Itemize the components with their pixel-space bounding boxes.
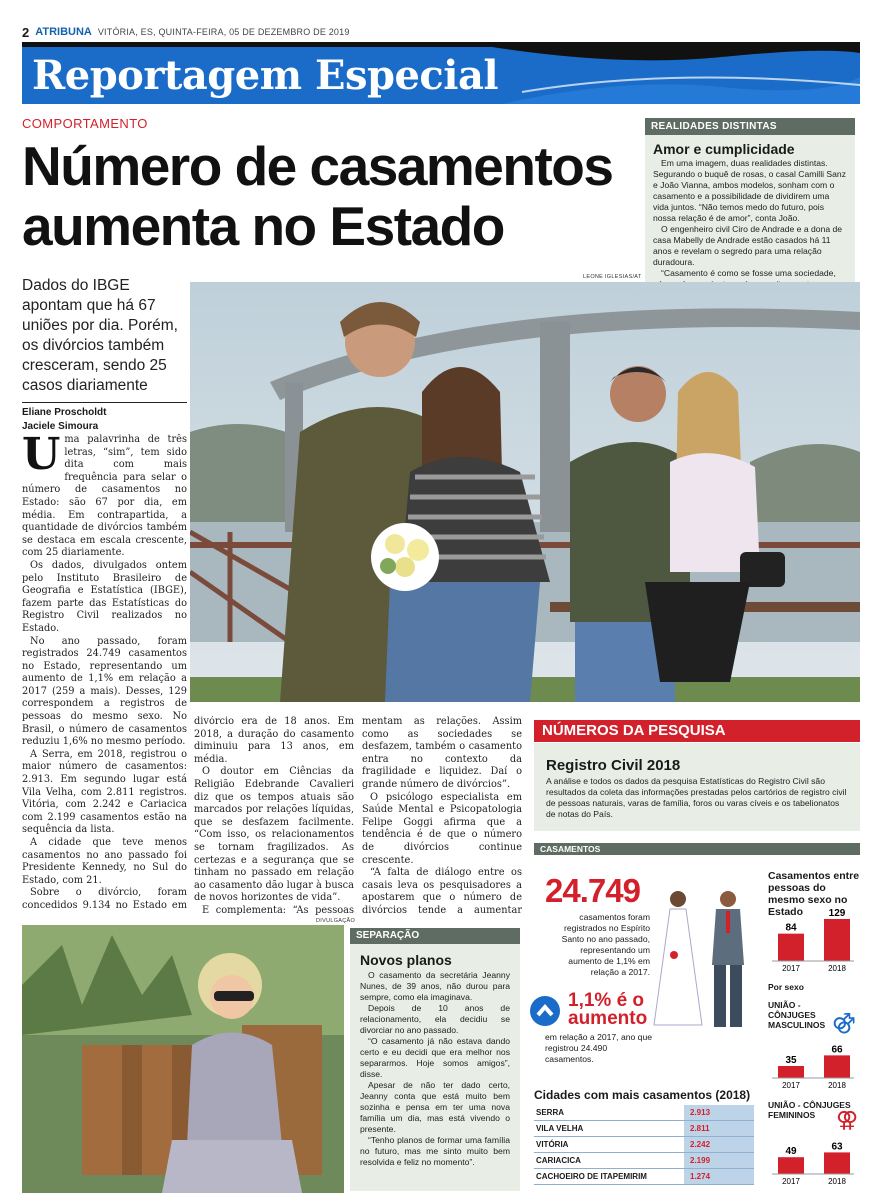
bar-2017 [778, 1157, 804, 1174]
bride-groom-illustration [648, 885, 758, 1035]
photo-credit-separacao: DIVULGAÇÃO [316, 918, 356, 924]
data-label: 84 [785, 922, 797, 934]
sidebar-title: Amor e cumplicidade [653, 141, 795, 157]
tick-label: 2017 [782, 964, 800, 973]
sidebar-body [645, 158, 855, 301]
paragraph: A cidade que teve menos casamentos no ano passado foi Presidente Kennedy, no Sul do Estado, com 21. [22, 837, 187, 886]
cities-title: Cidades com mais casamentos (2018) [534, 1088, 751, 1102]
main-photo [190, 282, 860, 702]
casamentos-head: CASAMENTOS [534, 843, 860, 855]
paragraph: E complementa: “As pessoas [202, 904, 354, 916]
separacao-title: Novos planos [360, 952, 452, 968]
paragraph: Os dados, divulgados ontem pelo Instituto Brasileiro de Geografia e Estatística (IBGE), fazem parte das Estatísticas do Registro Civil realizados no Estado. [22, 559, 187, 634]
tick-label: 2017 [782, 1177, 800, 1186]
paragraph: O doutor em Ciências da Religião Edebrande Cavalieri diz que os tempos atuais são marcados por relações líquidas, que se desfazem facilmente. “Com isso, os relacionamentos se tornam fragilizados. As certezas e a segurança que se tinham no passado em relação ao casamento dão lugar à busca de novos horizontes de vida”. [194, 766, 354, 904]
city-value: 2.913 [684, 1105, 754, 1120]
by-sex-label: Por sexo [768, 982, 804, 992]
paragraph: A Serra, em 2018, registrou o maior número de casamentos: 2.913. Em segundo lugar está Vila Velha, com 2.811 registros. Vitória, com 2.242 e Cariacica com 2.199 casamentos estão na sequência da lista. [22, 748, 187, 836]
up-arrow-icon [530, 996, 560, 1026]
data-label: 49 [785, 1146, 797, 1158]
bar-2018 [824, 1055, 850, 1078]
paragraph: Sobre o divórcio, foram concedidos 9.134 no Estado em [22, 887, 187, 910]
article-column-2 [194, 716, 354, 916]
city-name: VITÓRIA [536, 1140, 569, 1149]
tick-label: 2018 [828, 964, 846, 973]
fem-bar-chart [768, 1136, 860, 1186]
paragraph: Em uma imagem, duas realidades distintas. Segurando o buquê de rosas, o casal Camilli Sanz e João Vianna, ambos modelos, sonham com o casamento e a possibilidade de dividirem uma vida juntos. “Não temos medo do futuro, pois nossa relação é de amor”, conta João. [653, 158, 846, 223]
article-column-3 [362, 716, 522, 916]
city-name: CACHOEIRO DE ITAPEMIRIM [536, 1172, 647, 1181]
paragraph: Depois de 10 anos de relacionamento, ela decidiu se divorciar no ano passado. [360, 1003, 510, 1035]
bar-2017 [778, 934, 804, 961]
numeros-title: Registro Civil 2018 [546, 757, 681, 774]
data-label: 35 [785, 1055, 797, 1066]
male-couple-icon: ⚣ [832, 1010, 856, 1035]
table-row [534, 1153, 754, 1169]
same-sex-chart-title: Casamentos entre pessoas do mesmo sexo no Estado [768, 870, 860, 918]
photo-credit-main: LEONE IGLESIAS/AT [583, 274, 642, 280]
tick-label: 2018 [828, 1081, 846, 1090]
table-row [534, 1169, 754, 1185]
separacao-photo [22, 925, 344, 1193]
numeros-head: NÚMEROS DA PESQUISA [534, 720, 860, 742]
table-row [534, 1105, 754, 1121]
bar-2017 [778, 1066, 804, 1078]
cities-table [534, 1105, 754, 1185]
data-label: 129 [828, 908, 846, 919]
lead-text: Dados do IBGE apontam que há 67 uniões por dia. Porém, os divórcios também cresceram, sendo 25 casos diariamente [22, 277, 178, 394]
couples-photo-illustration [190, 282, 860, 702]
tick-label: 2017 [782, 1081, 800, 1090]
paragraph: No ano passado, foram registrados 24.749 casamentos no Estado, representando um aumento de 1,1% em relação a 2017 (259 a mais). Desses, 129 correspondem a registros de pessoas do mesmo sexo. No Brasil, o número de casamentos reduziu 1,6% no mesmo período. [22, 635, 187, 748]
city-value: 2.811 [684, 1121, 754, 1136]
paragraph: “Casamento é como se fosse uma sociedade, [661, 268, 836, 278]
tick-label: 2018 [828, 1177, 846, 1186]
female-couple-icon: ⚢ [836, 1108, 859, 1133]
newspaper-brand: ATRIBUNA [35, 26, 92, 38]
numeros-text: A análise e todos os dados da pesquisa Estatísticas do Registro Civil são resultados da coleta das informações prestadas pelos cartórios de registro civil de pessoas naturais, varas de família, foros ou varas cíveis e os tabelionatos de notas do País. [546, 776, 847, 819]
table-row [534, 1137, 754, 1153]
city-value: 2.242 [684, 1137, 754, 1152]
masc-bar-chart [768, 1040, 860, 1090]
paragraph: mentam as relações. Assim como as sociedades se desfazem, também o casamento entra no contexto da fragilidade e liquidez. Daí o grande número de divórcios”. [362, 716, 522, 790]
big-number: 24.749 [545, 872, 640, 909]
city-name: VILA VELHA [536, 1124, 584, 1133]
banner-title: Reportagem Especial [32, 52, 499, 99]
author-2: Jaciele Simoura [22, 421, 99, 432]
data-label: 66 [831, 1044, 843, 1056]
percent-text: em relação a 2017, ano que registrou 24.490 casamentos. [545, 1032, 653, 1064]
page-number: 2 [22, 24, 30, 40]
article-column-1 [22, 434, 187, 910]
city-value: 1.274 [684, 1169, 754, 1184]
woman-photo-illustration [22, 925, 344, 1193]
city-value: 2.199 [684, 1153, 754, 1168]
paragraph: “A falta de diálogo entre os casais leva os pesquisadores a apostarem que o número de divórcios tende a aumentar [362, 867, 522, 916]
percent-line-2: aumento [568, 1008, 648, 1029]
paragraph: ma palavrinha de três letras, “sim”, tem sido dita com mais frequência para selar o número de casamentos no Estado: são 67 por dia, em média. Em contrapartida, a quantidade de divórcios também se destaca em escala crescente, com 25 diariamente. [22, 434, 187, 559]
fem-title: UNIÃO - CÔNJUGES FEMININOS [768, 1100, 851, 1120]
page-header [22, 24, 860, 40]
sidebar-head: REALIDADES DISTINTAS [645, 118, 855, 135]
paragraph: O psicólogo especialista em Saúde Mental e Psicopatologia Felipe Goggi afirma que a tendência é de que o número de divórcios continue crescente. [362, 791, 522, 866]
bar-2018 [824, 1152, 850, 1174]
masc-title: UNIÃO - CÔNJUGES MASCULINOS [768, 1000, 826, 1030]
dropcap: U [22, 434, 61, 480]
byline [22, 402, 187, 434]
city-name: CARIACICA [536, 1156, 581, 1165]
separacao-head: SEPARAÇÃO [350, 928, 520, 944]
big-number-text: casamentos foram registrados no Espírito Santo no ano passado, representando um aumento de 1,1% em relação a 2017. [561, 912, 650, 977]
percent-highlight [568, 992, 647, 1028]
city-name: SERRA [536, 1108, 565, 1117]
section-tag: COMPORTAMENTO [22, 116, 148, 131]
separacao-box [350, 944, 520, 1191]
dateline: VITÓRIA, ES, QUINTA-FEIRA, 05 DE DEZEMBRO DE 2019 [97, 27, 350, 37]
headline: Número de casamentos aumenta no Estado [22, 135, 613, 257]
bar-2018 [824, 919, 850, 961]
paragraph: O engenheiro civil Ciro de Andrade e a dona de casa Mabelly de Andrade estão casados há 11 anos e revelam o segredo para uma relação duradoura. [653, 224, 843, 267]
table-row [534, 1121, 754, 1137]
paragraph: Apesar de não ter dado certo, Jeanny conta que está muito bem sozinha e pensa em ter uma nova família um dia, mas está vivendo o presente. [360, 1080, 510, 1134]
author-1: Eliane Proscholdt [22, 407, 107, 418]
section-banner [22, 47, 860, 104]
paragraph: O casamento da secretária Jeanny Nunes, de 39 anos, não durou para sempre, como ela imaginava. [360, 970, 510, 1002]
data-label: 63 [831, 1141, 843, 1153]
paragraph: “Tenho planos de formar uma família no futuro, mas me sinto muito bem resolvida e feliz no momento”. [360, 1135, 510, 1167]
separacao-body [360, 970, 510, 1168]
paragraph: “O casamento já não estava dando certo e eu decidi que era melhor nos separarmos. Hoje somos amigos”, disse. [360, 1036, 510, 1079]
numeros-box [534, 743, 860, 831]
same-sex-bar-chart [768, 905, 860, 973]
percent-line-1: 1,1% é o [568, 990, 645, 1011]
paragraph: divórcio era de 18 anos. Em 2018, a duração do casamento diminuiu para 13 anos, em média. [194, 716, 354, 765]
